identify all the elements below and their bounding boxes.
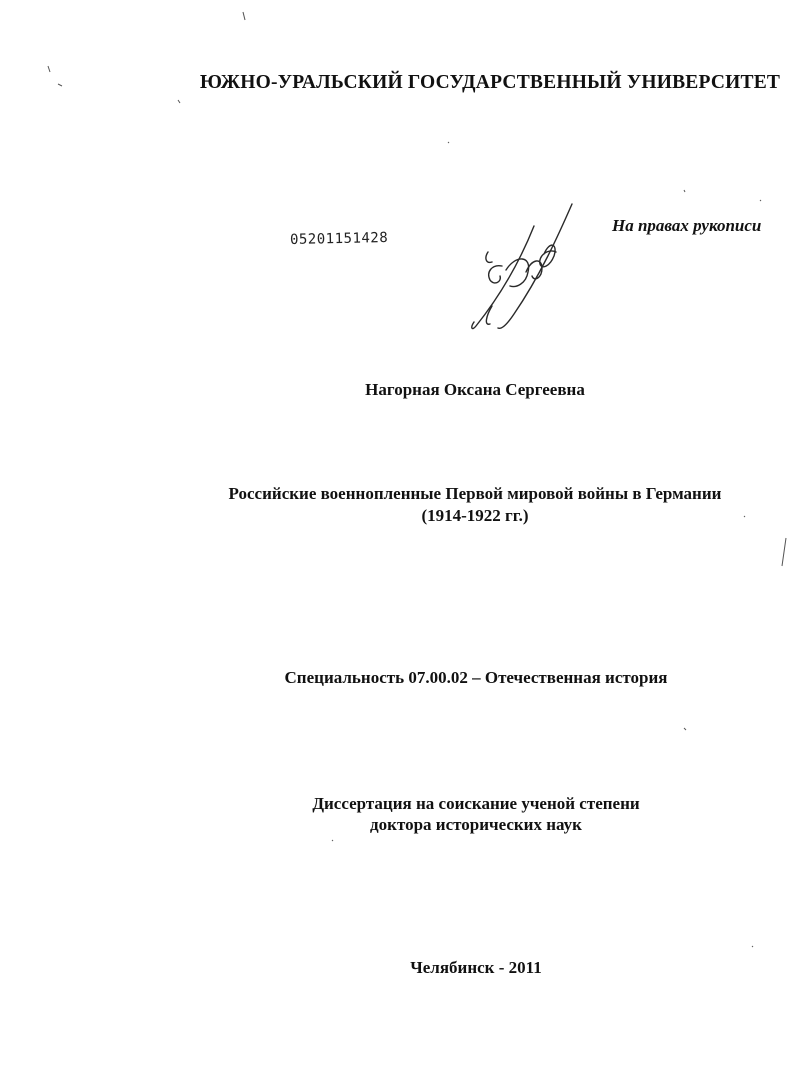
degree-line-2: доктора исторических наук [370, 815, 582, 834]
inventory-number: 05201151428 [289, 229, 389, 248]
university-name: ЮЖНО-УРАЛЬСКИЙ ГОСУДАРСТВЕННЫЙ УНИВЕРСИТЕТ [200, 72, 781, 93]
degree-line-1: Диссертация на соискание ученой степени [312, 794, 640, 813]
thesis-title-line-1: Российские военнопленные Первой мировой войны в Германии [228, 484, 722, 503]
author-name: Нагорная Оксана Сергеевна [365, 380, 585, 399]
thesis-title-line-2: (1914-1922 гг.) [421, 506, 529, 525]
signature-icon [462, 196, 592, 336]
city-year: Челябинск - 2011 [410, 958, 542, 977]
rights-note: На правах рукописи [612, 216, 762, 235]
specialty: Специальность 07.00.02 – Отечественная история [284, 668, 668, 687]
